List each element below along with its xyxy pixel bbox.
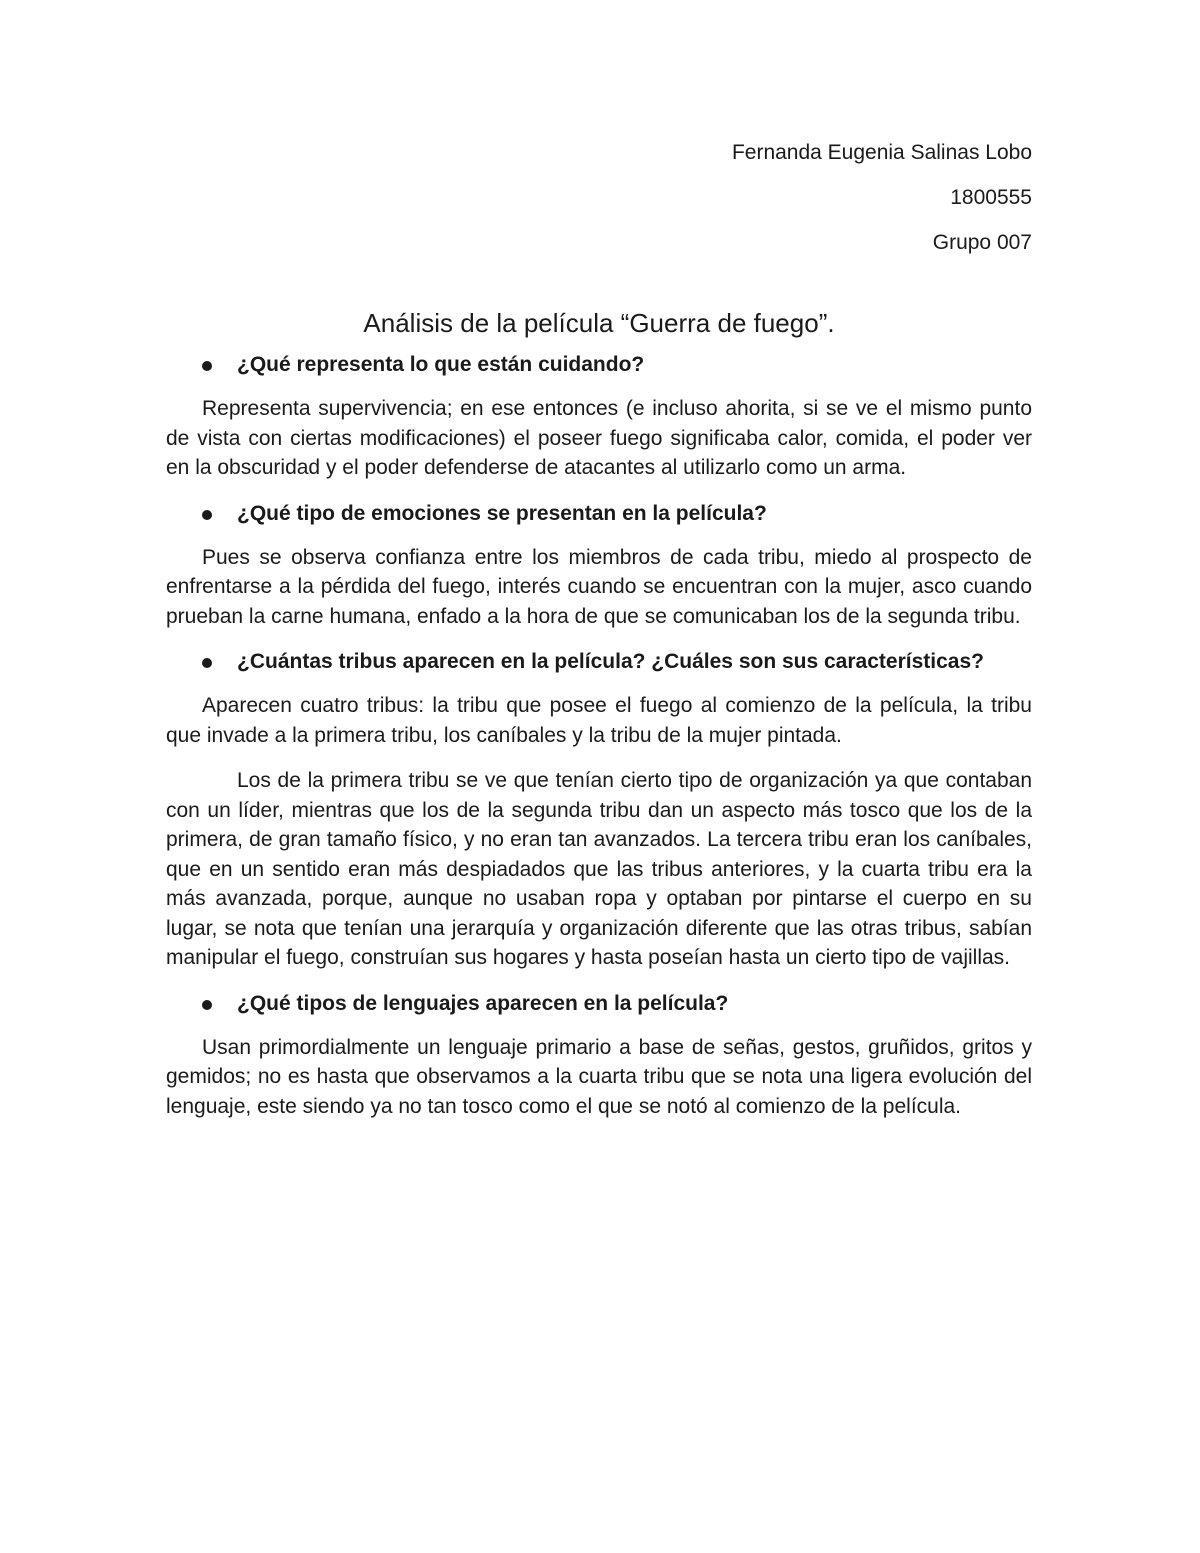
question-3-text: ¿Cuántas tribus aparecen en la película? ¿Cuáles son sus características? <box>237 650 984 673</box>
answer-3-paragraph-2: Los de la primera tribu se ve que tenían cierto tipo de organización ya que contaban con un líder, mientras que los de la segunda tribu dan un aspecto más tosco que los de la primera, de gran tamaño físico, y no eran tan avanzados. La tercera tribu eran los caníbales, que en un sentido eran más despiadados que las tribus anteriores, y la cuarta tribu era la más avanzada, porque, aunque no usaban ropa y optaban por pintarse el cuerpo en su lugar, se nota que tenían una jerarquía y organización diferente que las otras tribus, sabían manipular el fuego, construían sus hogares y hasta poseían hasta un cierto tipo de vajillas. <box>166 769 1032 969</box>
bullet-icon <box>202 1000 212 1010</box>
group-label: Grupo 007 <box>932 231 1032 254</box>
answer-3-paragraph-1: Aparecen cuatro tribus: la tribu que posee el fuego al comienzo de la película, la tribu que invade a la primera tribu, los caníbales y la tribu de la mujer pintada. <box>166 694 1032 747</box>
question-1 <box>166 350 1032 380</box>
question-1-text: ¿Qué representa lo que están cuidando? <box>237 353 645 376</box>
bullet-icon <box>202 658 212 668</box>
student-id: 1800555 <box>950 186 1032 209</box>
document-page <box>166 138 1032 1137</box>
question-4 <box>166 989 1032 1019</box>
answer-2-paragraph-1: Pues se observa confianza entre los miembros de cada tribu, miedo al prospecto de enfrentarse a la pérdida del fuego, interés cuando se encuentran con la mujer, asco cuando prueban la carne humana, enfado a la hora de que se comunicaban los de la segunda tribu. <box>166 545 1032 628</box>
author-header <box>166 138 1032 258</box>
answer-4-paragraph-1: Usan primordialmente un lenguaje primario a base de señas, gestos, gruñidos, gritos y gemidos; no es hasta que observamos a la cuarta tribu que se nota una ligera evolución del lenguaje, este siendo ya no tan tosco como el que se notó al comienzo de la película. <box>166 1035 1032 1118</box>
question-2-text: ¿Qué tipo de emociones se presentan en la película? <box>237 501 767 525</box>
answer-1-paragraph-1: Representa supervivencia; en ese entonces (e incluso ahorita, si se ve el mismo punto de vista con ciertas modificaciones) el poseer fuego significaba calor, comida, el poder ver en la obscuridad y el poder defenderse de atacantes al utilizarlo como un arma. <box>166 397 1032 479</box>
question-3 <box>166 647 1032 677</box>
author-name: Fernanda Eugenia Salinas Lobo <box>731 141 1032 164</box>
bullet-icon <box>202 361 212 371</box>
question-2 <box>166 499 1032 529</box>
bullet-icon <box>202 510 212 520</box>
document-title: Análisis de la película “Guerra de fuego”. <box>363 308 835 338</box>
question-4-text: ¿Qué tipos de lenguajes aparecen en la película? <box>237 991 729 1015</box>
